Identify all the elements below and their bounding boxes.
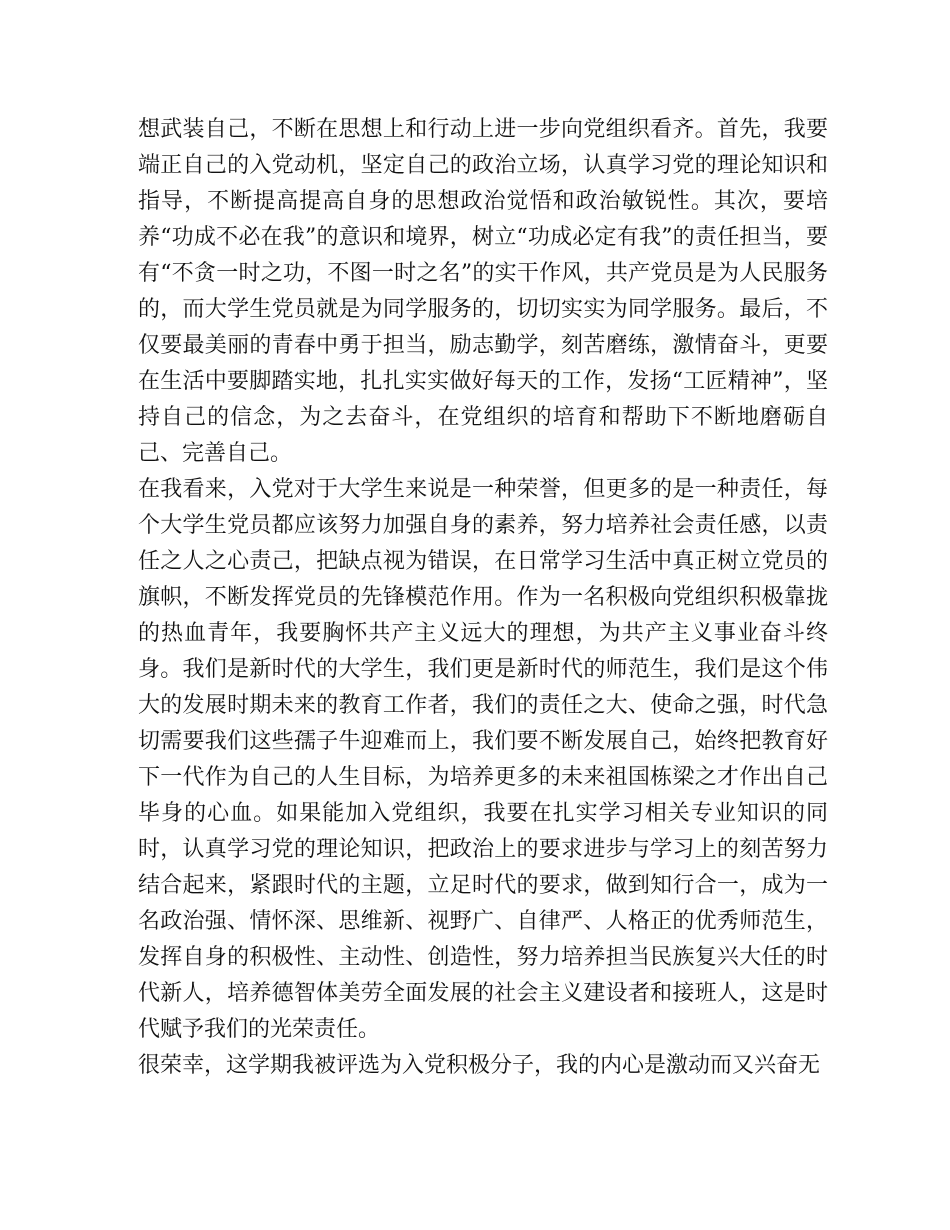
paragraph-2: 在我看来，入党对于大学生来说是一种荣誉，但更多的是一种责任，每个大学生党员都应该努力加强自身的素养，努力培养社会责任感，以责任之人之心责己，把缺点视为错误，在日常学习生活中真正树立党员的旗帜，不断发挥党员的先锋模范作用。作为一名积极向党组织积极靠拢的热血青年，我要胸怀共产主义远大的理想，为共产主义事业奋斗终身。我们是新时代的大学生，我们更是新时代的师范生，我们是这个伟大的发展时期未来的教育工作者，我们的责任之大、使命之强，时代急切需要我们这些孺子牛迎难而上，我们要不断发展自己，始终把教育好下一代作为自己的人生目标，为培养更多的未来祖国栋梁之才作出自己毕身的心血。如果能加入党组织，我要在扎实学习相关专业知识的同时，认真学习党的理论知识，把政治上的要求进步与学习上的刻苦努力结合起来，紧跟时代的主题，立足时代的要求，做到知行合一，成为一名政治强、情怀深、思维新、视野广、自律严、人格正的优秀师范生，发挥自身的积极性、主动性、创造性，努力培养担当民族复兴大任的时代新人，培养德智体美劳全面发展的社会主义建设者和接班人，这是时代赋予我们的光荣责任。 (138, 477, 828, 1042)
paragraph-3: 很荣幸，这学期我被评选为入党积极分子，我的内心是激动而又兴奋无 (138, 1053, 821, 1078)
paragraph-1: 想武装自己，不断在思想上和行动上进一步向党组织看齐。首先，我要端正自己的入党动机，坚定自己的政治立场，认真学习党的理论知识和指导，不断提高提高自身的思想政治觉悟和政治敏锐性。其次，要培养“功成不必在我”的意识和境界，树立“功成必定有我”的责任担当，要有“不贪一时之功，不图一时之名”的实干作风，共产党员是为人民服务的，而大学生党员就是为同学服务的，切切实实为同学服务。最后，不仅要最美丽的青春中勇于担当，励志勤学，刻苦磨练，激情奋斗，更要在生活中要脚踏实地，扎扎实实做好每天的工作，发扬“工匠精神”，坚持自己的信念，为之去奋斗，在党组织的培育和帮助下不断地磨砺自己、完善自己。 (138, 117, 828, 466)
document-body (138, 112, 828, 1084)
